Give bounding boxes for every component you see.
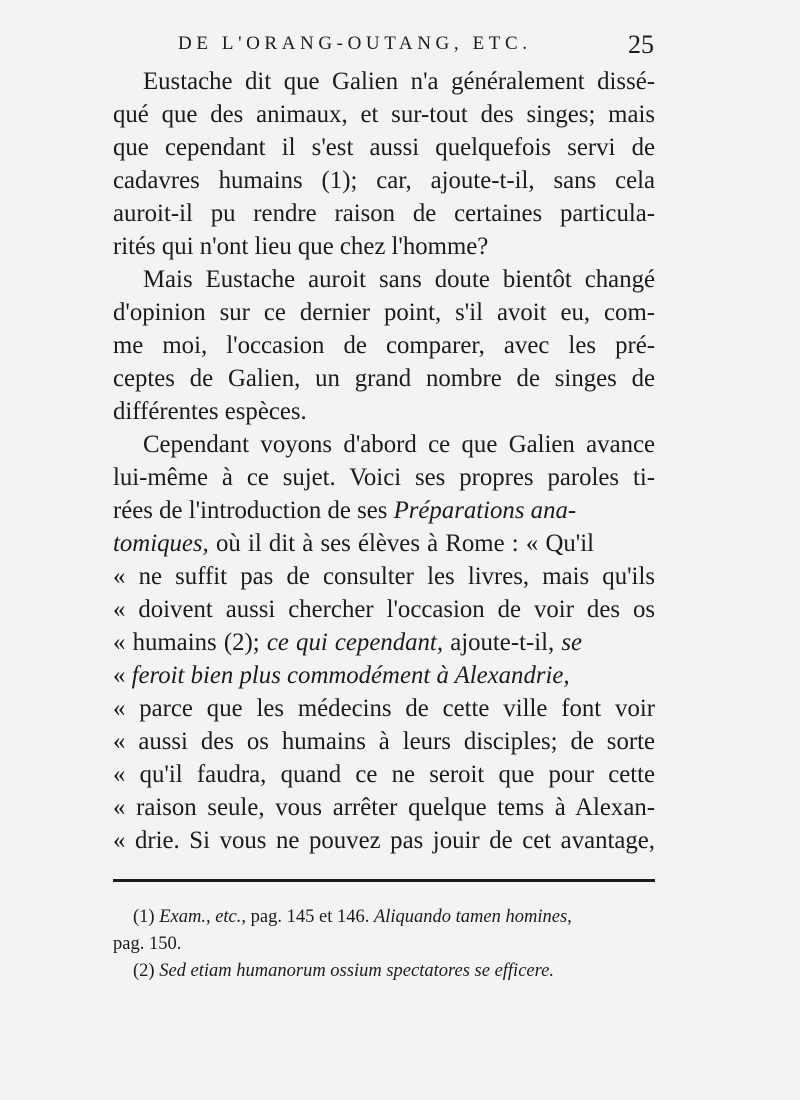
text-span: « <box>113 662 132 689</box>
text-line: « doivent aussi chercher l'occasion de voir des os <box>113 596 655 623</box>
text-line: qué que des animaux, et sur-tout des singes; mais <box>113 101 655 128</box>
footnote-text: , pag. 145 et 146. <box>241 907 374 927</box>
text-span: rées de l'introduction de ses <box>113 497 394 524</box>
footnote-2 <box>133 957 658 985</box>
text-line: lui-même à ce sujet. Voici ses propres paroles ti- <box>113 464 655 491</box>
italic-quote: feroit bien plus commodément à Alexandrie, <box>131 662 570 689</box>
text-line: « raison seule, vous arrêter quelque tems à Alexan- <box>113 794 655 821</box>
text-span: où il dit à ses élèves à Rome : « Qu'il <box>208 530 595 557</box>
text-line <box>113 495 658 527</box>
text-line: « qu'il faudra, quand ce ne seroit que pour cette <box>113 761 655 788</box>
footnote-quote: Aliquando tamen homines, <box>373 907 572 927</box>
text-line: « ne suffit pas de consulter les livres, mais qu'ils <box>113 563 655 590</box>
footnote-1 <box>133 903 658 931</box>
text-line: Eustache dit que Galien n'a généralement dissé- <box>143 68 655 95</box>
italic-title: tomiques, <box>113 530 209 557</box>
text-line: me moi, l'occasion de comparer, avec les pré- <box>113 332 655 359</box>
italic-title: Préparations ana- <box>393 497 577 524</box>
italic-quote: ce qui cependant, <box>266 629 444 656</box>
text-line <box>113 660 655 692</box>
text-span: ajoute-t-il, <box>443 629 562 656</box>
text-line: rités qui n'ont lieu que chez l'homme? <box>113 233 489 260</box>
text-line: « aussi des os humains à leurs disciples; de sorte <box>113 728 655 755</box>
text-line <box>113 528 655 560</box>
footnote-marker: (1) <box>133 907 160 927</box>
text-line: « drie. Si vous ne pouvez pas jouir de cet avantage, <box>113 827 655 854</box>
text-line: cadavres humains (1); car, ajoute-t-il, sans cela <box>113 167 655 194</box>
text-line: « parce que les médecins de cette ville font voir <box>113 695 655 722</box>
page-header <box>178 30 658 63</box>
running-head: DE L'ORANG-OUTANG, ETC. <box>178 33 532 54</box>
footnote-marker: (2) <box>133 961 160 981</box>
page-number: 25 <box>628 30 654 59</box>
footnote-quote: Sed etiam humanorum ossium spectatores se efficere. <box>159 961 554 981</box>
text-span: « humains (2); <box>113 629 267 656</box>
footnote-rule <box>113 879 655 882</box>
text-line: ceptes de Galien, un grand nombre de singes de <box>113 365 655 392</box>
text-line <box>113 627 655 659</box>
text-line: Mais Eustache auroit sans doute bientôt changé <box>143 266 655 293</box>
text-line: que cependant il s'est aussi quelquefois servi de <box>113 134 655 161</box>
footnote-1-continued: pag. 150. <box>113 934 182 954</box>
text-line: Cependant voyons d'abord ce que Galien avance <box>143 431 655 458</box>
text-line: auroit-il pu rendre raison de certaines particula- <box>113 200 655 227</box>
text-line: différentes espèces. <box>113 398 307 425</box>
text-line: d'opinion sur ce dernier point, s'il avoit eu, com- <box>113 299 655 326</box>
italic-quote: se <box>561 629 583 656</box>
footnote-reference: Exam., etc. <box>159 907 242 927</box>
